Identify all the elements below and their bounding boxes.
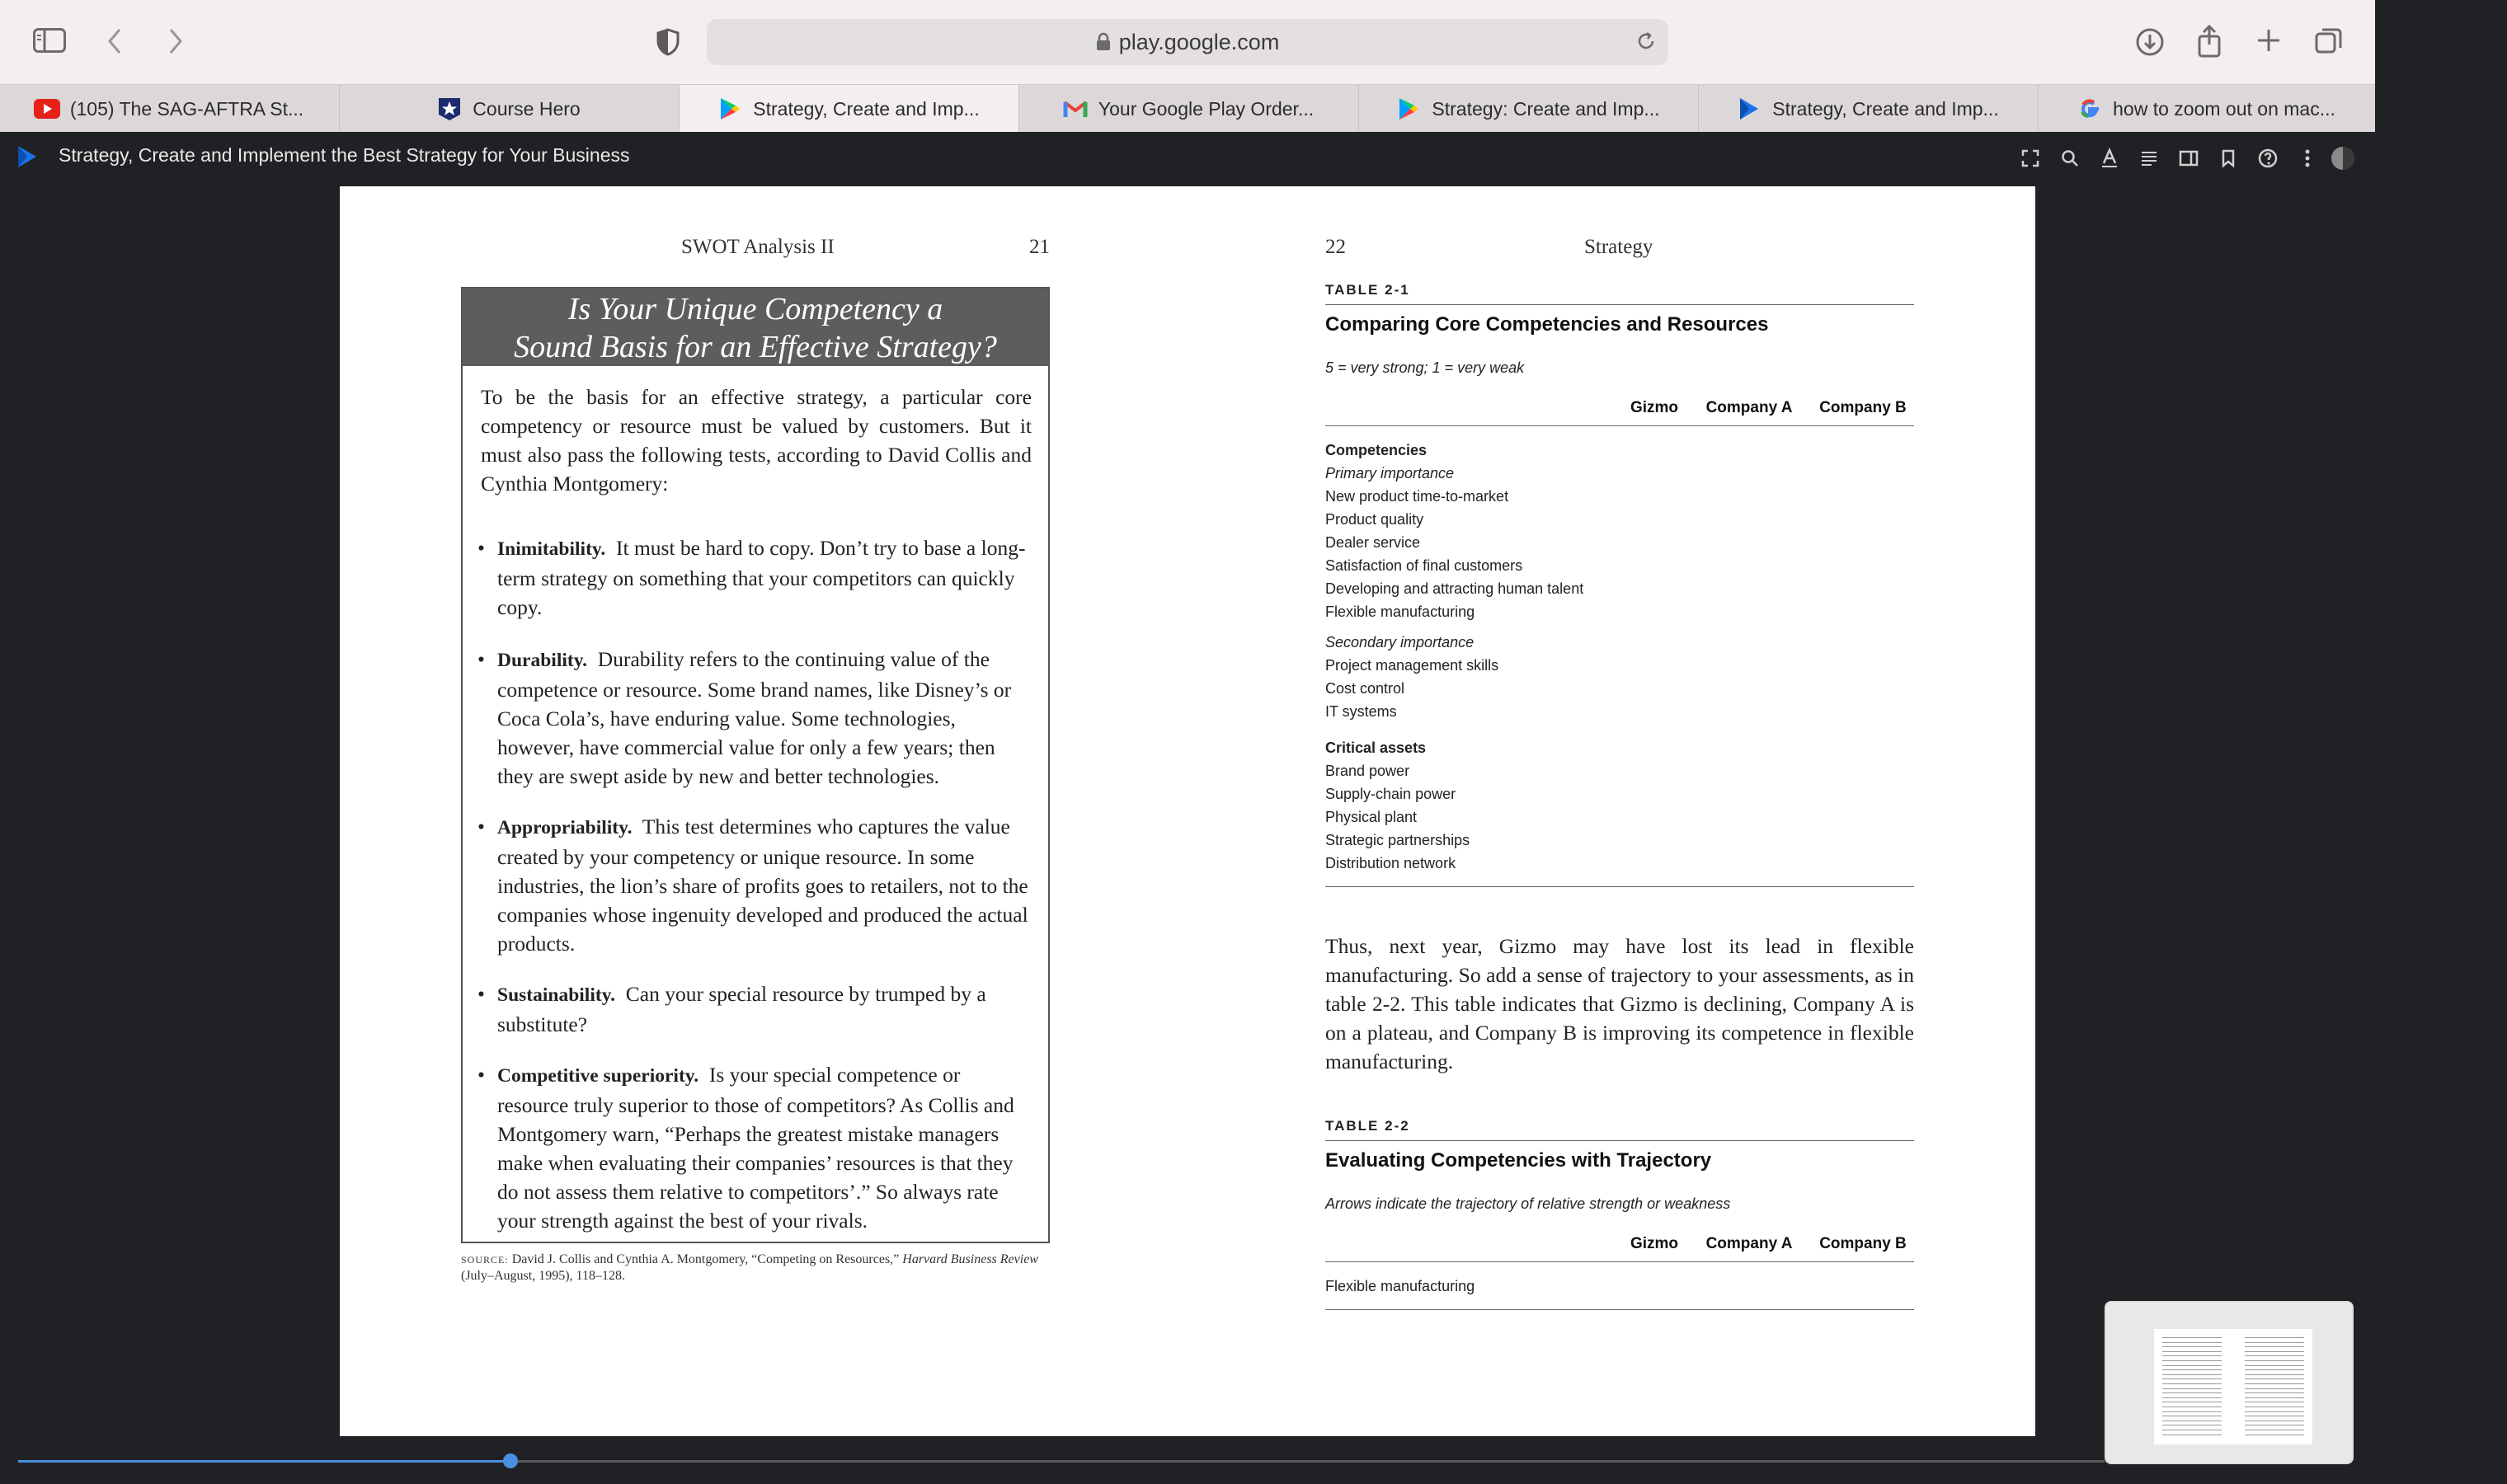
row-label: Strategic partnerships	[1325, 832, 1470, 848]
cell-company-b: 5	[2469, 855, 2478, 871]
source-label: SOURCE:	[461, 1254, 509, 1266]
tab-label: Strategy: Create and Imp...	[1432, 97, 1660, 120]
cell-company-a: 2	[2355, 557, 2364, 574]
thumbnail-text-line	[2245, 1346, 2304, 1347]
scrubber-handle[interactable]	[503, 1453, 518, 1468]
cell-company-b: 4	[2469, 786, 2478, 802]
cell-company-b: 3↑	[2466, 1278, 2482, 1294]
cell-company-a: 4	[2355, 511, 2364, 528]
tab-overview-icon[interactable]	[2314, 26, 2344, 56]
thumbnail-text-line	[2162, 1346, 2222, 1347]
bullet-appropriability: • Appropriability. This test determines who captures the value created by your competency or unique resource. In some industries, the lion’s share of profits goes to retailers, not to the companies whose ingenuity developed and produced the actual products.	[477, 815, 1028, 956]
cell-gizmo: 4	[2260, 603, 2269, 620]
table2-bottom-rule	[1325, 1309, 1914, 1310]
table1-label: TABLE 2-1	[1325, 282, 1410, 298]
sub-secondary-importance: Secondary importance	[1325, 634, 1475, 650]
forward-icon[interactable]	[163, 27, 188, 55]
thumbnail-text-line	[2245, 1378, 2304, 1379]
play-books-icon	[1738, 97, 1761, 120]
thumbnail-text-line	[2162, 1383, 2222, 1384]
thumbnail-text-line	[2162, 1388, 2222, 1389]
table1-header-rule	[1325, 425, 1914, 426]
new-tab-icon[interactable]	[2255, 26, 2283, 54]
cell-gizmo: 4	[2260, 809, 2269, 825]
thumbnail-text-line	[2162, 1360, 2222, 1361]
bullet-text: It must be hard to copy. Don’t try to base a long-term strategy on something that your competitors can quickly copy.	[497, 536, 1026, 619]
fullscreen-icon[interactable]	[2019, 147, 2042, 170]
cell-company-b: 5	[2469, 680, 2478, 697]
thumbnail-text-line	[2245, 1342, 2304, 1343]
table-row	[1325, 763, 2478, 786]
bookmark-icon[interactable]	[2217, 147, 2240, 170]
thumbnail-text-line	[2162, 1369, 2222, 1370]
table-row	[1325, 603, 2478, 627]
row-label: IT systems	[1325, 703, 1397, 720]
tab-strategy-active[interactable]	[680, 85, 1019, 133]
table1-note: 5 = very strong; 1 = very weak	[1325, 359, 1525, 376]
google-icon	[2078, 97, 2101, 120]
cell-company-b: 3	[2469, 657, 2478, 674]
table1-bottom-rule	[1325, 886, 1914, 887]
table-row	[1325, 657, 2478, 680]
table2-label: TABLE 2-2	[1325, 1118, 1410, 1134]
gmail-icon	[1064, 97, 1087, 120]
box-title	[463, 289, 1048, 366]
box-intro: To be the basis for an effective strategy, a particular core competency or resource must be valued by customers. But it must also pass the following tests, according to David Collis and Cynthia Montgomery:	[481, 385, 1032, 495]
table-row	[1325, 534, 2478, 557]
thumbnail-page	[2154, 1329, 2312, 1444]
bullet-term: Durability.	[497, 650, 588, 671]
bullet-text: This test determines who captures the value created by your competency or unique resource. In some industries, the lion’s share of profits goes to retailers, not to the companies whose ingenuity developed and produced the actual products.	[497, 815, 1028, 956]
privacy-shield-icon[interactable]	[655, 27, 681, 57]
row-label: Flexible manufacturing	[1325, 603, 1475, 620]
table-row	[1325, 580, 2478, 603]
table2-title: Evaluating Competencies with Trajectory	[1325, 1149, 1712, 1172]
thumbnail-text-line	[2245, 1374, 2304, 1375]
cell-company-b: 3	[2469, 488, 2478, 505]
cell-company-a: 3	[2355, 855, 2364, 871]
google-play-icon	[1397, 97, 1420, 120]
sidebar-box	[461, 287, 1050, 1243]
table-row	[1325, 703, 2478, 726]
row-label: Cost control	[1325, 680, 1405, 697]
row-label: Dealer service	[1325, 534, 1421, 551]
help-icon[interactable]	[2256, 147, 2279, 170]
cell-gizmo: 4↓	[2256, 1278, 2273, 1294]
cell-company-b: 5	[2469, 534, 2478, 551]
body-paragraph: Thus, next year, Gizmo may have lost its lead in flexible manufacturing. So add a sense of trajectory to your assessments, as in table 2-2. This table indicates that Gizmo is declining, Company A is on a plateau, and Company B is improving its competence in flexible manufacturing.	[1325, 934, 1914, 1073]
table-row	[1325, 832, 2478, 855]
tab-label: Your Google Play Order...	[1098, 97, 1315, 120]
t2-col-gizmo: Gizmo	[1630, 1235, 1679, 1252]
tab-label: (105) The SAG-AFTRA St...	[69, 97, 304, 120]
bullet-text: Can your special resource by trumped by a substitute?	[497, 982, 986, 1036]
tab-gmail[interactable]	[1019, 85, 1359, 133]
row-label: Brand power	[1325, 763, 1410, 779]
source-journal: Harvard Business Review	[902, 1252, 1038, 1266]
cell-company-a: 1	[2355, 786, 2364, 802]
avatar[interactable]	[2331, 146, 2355, 171]
cell-company-b: 5	[2469, 832, 2478, 848]
row-label: Flexible manufacturing	[1325, 1278, 1475, 1294]
cell-company-a: 3	[2355, 680, 2364, 697]
tab-bar	[0, 84, 2375, 132]
bullet-text: Is your special competence or resource truly superior to those of competitors? As Collis and Montgomery warn, “Perhaps the greatest mistake managers make when evaluating their companies’ resources is that they do not assess them relative to competitors’.” So always rate your strength against the best of your rivals.	[497, 1063, 1014, 1233]
table2-header-rule	[1325, 1261, 1914, 1262]
cell-company-a: 2	[2355, 580, 2364, 597]
share-icon[interactable]	[2195, 25, 2223, 58]
play-books-icon	[16, 145, 38, 172]
url-text: play.google.com	[1118, 29, 1280, 54]
row-label: Project management skills	[1325, 657, 1499, 674]
course-hero-icon	[438, 97, 461, 120]
thumbnail-text-line	[2245, 1392, 2304, 1393]
cell-company-a: ?	[2355, 657, 2364, 674]
table-row	[1325, 488, 2478, 511]
t2-col-company-a: Company A	[1705, 1235, 1793, 1252]
search-icon[interactable]	[2058, 147, 2081, 170]
thumbnail-text-line	[2245, 1365, 2304, 1366]
source-tail: (July–August, 1995), 118–128.	[461, 1269, 625, 1283]
bullet-term: Competitive superiority.	[497, 1065, 699, 1087]
thumbnail-text-line	[2162, 1351, 2222, 1352]
tab-strategy-3[interactable]	[1699, 85, 2039, 133]
left-page-number: 21	[1029, 236, 1050, 258]
tab-label: Strategy, Create and Imp...	[1772, 97, 1999, 120]
table-row	[1325, 511, 2478, 534]
cell-gizmo: 4	[2260, 855, 2269, 871]
thumbnail-text-line	[2245, 1383, 2304, 1384]
cell-gizmo: 5	[2260, 488, 2269, 505]
col-company-a: Company A	[1705, 399, 1793, 416]
table1-top-rule	[1325, 304, 1914, 305]
tab-label: Course Hero	[473, 97, 581, 120]
cell-company-a: 2	[2355, 832, 2364, 848]
source-note	[461, 1252, 1050, 1284]
cell-company-b: 4	[2469, 763, 2478, 779]
table2-note: Arrows indicate the trajectory of relative strength or weakness	[1325, 1195, 1731, 1212]
box-title-line: Is Your Unique Competency a	[567, 292, 943, 326]
cell-company-a: 2	[2355, 809, 2364, 825]
cell-gizmo: 5	[2260, 786, 2269, 802]
thumbnail-text-line	[2162, 1342, 2222, 1343]
cell-gizmo: 4	[2260, 657, 2269, 674]
table2-top-rule	[1325, 1140, 1914, 1141]
thumbnail-text-line	[2245, 1337, 2304, 1338]
cell-gizmo: 5	[2260, 557, 2269, 574]
row-label: Physical plant	[1325, 809, 1418, 825]
thumbnail-text-line	[2245, 1369, 2304, 1370]
thumbnail-text-line	[2162, 1355, 2222, 1356]
thumbnail-text-line	[2245, 1411, 2304, 1412]
sidebar-toggle-icon[interactable]	[33, 27, 66, 54]
row-label: Satisfaction of final customers	[1325, 557, 1523, 574]
thumbnail-text-line	[2162, 1374, 2222, 1375]
bullet-inimitability: • Inimitability. It must be hard to copy. Don’t try to base a long-term strategy on something that your competitors can quickly copy.	[477, 536, 1026, 619]
row-label: New product time-to-market	[1325, 488, 1509, 505]
row-label: Developing and attracting human talent	[1325, 580, 1584, 597]
cell-gizmo: 3	[2260, 832, 2269, 848]
col-company-b: Company B	[1819, 399, 1907, 416]
table-row	[1325, 809, 2478, 832]
bullet-term: Sustainability.	[497, 984, 616, 1006]
google-play-icon	[718, 97, 741, 120]
youtube-icon	[35, 97, 59, 120]
cell-company-a: 2	[2355, 603, 2364, 620]
book-spread	[340, 186, 2482, 1436]
notes-icon[interactable]	[2177, 147, 2200, 170]
left-running-title: SWOT Analysis II	[681, 236, 835, 258]
thumbnail-text-line	[2245, 1388, 2304, 1389]
bullet-sustainability: • Sustainability. Can your special resource by trumped by a substitute?	[477, 982, 986, 1036]
tab-strategy-2[interactable]	[1359, 85, 1699, 133]
thumbnail-text-line	[2162, 1378, 2222, 1379]
cell-gizmo: 3	[2260, 763, 2269, 779]
bullet-durability: • Durability. Durability refers to the continuing value of the competence or resource. Some brand names, like Disney’s or Coca Cola’s, have enduring value. Some technologies, however, have commercial value for only a few years; then they are swept aside by new and better technologies.	[477, 647, 1012, 788]
cell-company-a: ?	[2355, 703, 2364, 720]
table-row	[1325, 557, 2478, 580]
cell-company-a: 2	[2355, 488, 2364, 505]
right-page-number: 22	[1325, 236, 1346, 258]
cell-gizmo: 4	[2260, 580, 2269, 597]
bullet-term: Inimitability.	[497, 538, 606, 560]
tab-google-search[interactable]	[2039, 85, 2375, 133]
more-options-icon[interactable]	[2296, 147, 2319, 170]
cell-company-b: 4	[2469, 703, 2478, 720]
sub-primary-importance: Primary importance	[1325, 465, 1455, 481]
thumbnail-text-line	[2162, 1365, 2222, 1366]
text-format-icon[interactable]	[2098, 147, 2121, 170]
thumbnail-text-line	[2245, 1397, 2304, 1398]
cell-company-b: 5	[2469, 511, 2478, 528]
thumbnail-text-line	[2162, 1397, 2222, 1398]
thumbnail-text-line	[2245, 1351, 2304, 1352]
cell-company-b: 3	[2469, 603, 2478, 620]
cell-company-b: 4	[2469, 557, 2478, 574]
cell-company-a: 2→	[2348, 1278, 2372, 1294]
col-gizmo: Gizmo	[1630, 399, 1679, 416]
thumbnail-text-line	[2162, 1392, 2222, 1393]
cell-gizmo: 4	[2260, 534, 2269, 551]
thumbnail-text-line	[2162, 1337, 2222, 1338]
tab-label: Strategy, Create and Imp...	[753, 97, 980, 120]
right-running-title: Strategy	[1584, 236, 1653, 258]
page-preview-thumbnail[interactable]	[2105, 1301, 2354, 1464]
thumbnail-text-line	[2245, 1355, 2304, 1356]
cell-gizmo: 4	[2260, 511, 2269, 528]
cell-company-a: 2	[2355, 534, 2364, 551]
row-label: Supply-chain power	[1325, 786, 1456, 802]
section-critical-assets: Critical assets	[1325, 740, 1427, 756]
row-label: Product quality	[1325, 511, 1424, 528]
thumbnail-text-line	[2162, 1411, 2222, 1412]
downloads-icon[interactable]	[2134, 26, 2166, 58]
bullet-term: Appropriability.	[497, 817, 633, 838]
table2-row	[1325, 1278, 2482, 1301]
bullet-competitive-superiority: • Competitive superiority. Is your special competence or resource truly superior to those of competitors? As Collis and Montgomery warn, “Perhaps the greatest mistake managers make when evaluating their companies’ resources is that they do not assess them relative to competitors’.” So always rate your strength against the best of your rivals.	[477, 1063, 1014, 1233]
back-icon[interactable]	[102, 27, 127, 55]
tab-course-hero[interactable]	[340, 85, 680, 133]
contents-icon[interactable]	[2138, 147, 2161, 170]
cell-gizmo: 4	[2260, 680, 2269, 697]
cell-company-a: 1	[2355, 763, 2364, 779]
browser-toolbar	[0, 0, 2375, 84]
lock-icon	[1096, 33, 1111, 51]
cell-company-b: 4	[2469, 580, 2478, 597]
section-competencies: Competencies	[1325, 442, 1428, 458]
t2-col-company-b: Company B	[1819, 1235, 1907, 1252]
scrubber-fill	[18, 1460, 510, 1463]
table-row	[1325, 786, 2478, 809]
address-bar[interactable]	[707, 19, 1668, 65]
cell-gizmo: 3	[2260, 703, 2269, 720]
table-row	[1325, 855, 2478, 878]
bullet-text: Durability refers to the continuing value of the competence or resource. Some brand names, like Disney’s or Coca Cola’s, have enduring value. Some technologies, however, have commercial value for only a few years; then they are swept aside by new and better technologies.	[497, 647, 1012, 788]
thumbnail-text-line	[2245, 1360, 2304, 1361]
tab-youtube[interactable]	[0, 85, 340, 133]
book-title: Strategy, Create and Implement the Best Strategy for Your Business	[59, 144, 630, 166]
cell-company-b: 4	[2469, 809, 2478, 825]
row-label: Distribution network	[1325, 855, 1456, 871]
table-row	[1325, 680, 2478, 703]
table1-title: Comparing Core Competencies and Resources	[1325, 313, 1769, 336]
reload-icon[interactable]	[1635, 31, 1657, 58]
box-title-line: Sound Basis for an Effective Strategy?	[514, 330, 997, 364]
tab-label: how to zoom out on mac...	[2113, 97, 2335, 120]
source-text: David J. Collis and Cynthia A. Montgomery, “Competing on Resources,”	[511, 1252, 900, 1266]
